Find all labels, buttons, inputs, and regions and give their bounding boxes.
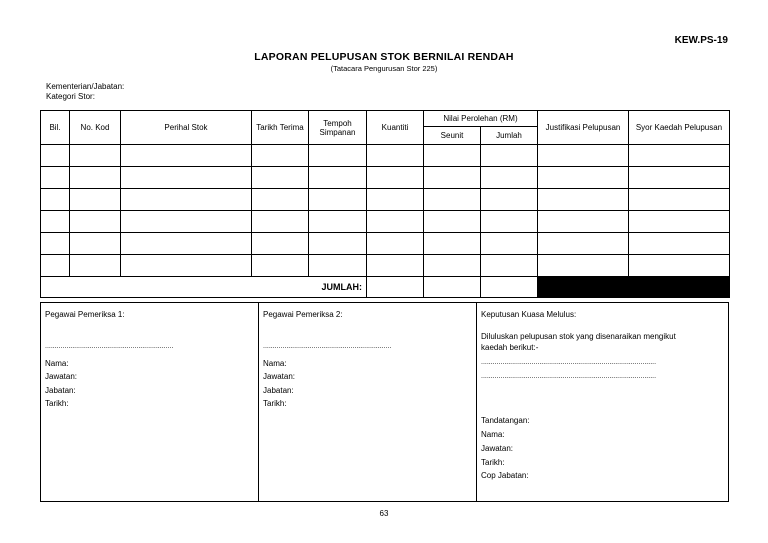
table-cell[interactable] bbox=[252, 233, 309, 255]
table-cell[interactable] bbox=[424, 145, 481, 167]
approver-position-label: Jawatan: bbox=[481, 444, 514, 453]
header-perihal-stok: Perihal Stok bbox=[121, 111, 252, 145]
officer1-name-label: Nama: bbox=[45, 359, 69, 368]
table-row bbox=[41, 145, 730, 167]
total-label: JUMLAH: bbox=[41, 277, 367, 298]
header-justifikasi: Justifikasi Pelupusan bbox=[538, 111, 629, 145]
approver-name-label: Nama: bbox=[481, 430, 505, 439]
form-title: LAPORAN PELUPUSAN STOK BERNILAI RENDAH bbox=[254, 51, 514, 63]
approver-date-label: Tarikh: bbox=[481, 458, 505, 467]
officer1-panel bbox=[41, 303, 259, 501]
table-cell[interactable] bbox=[252, 167, 309, 189]
table-cell[interactable] bbox=[424, 255, 481, 277]
store-category-label: Kategori Stor: bbox=[46, 92, 95, 101]
form-subtitle: (Tatacara Pengurusan Stor 225) bbox=[330, 64, 438, 73]
table-cell[interactable] bbox=[121, 167, 252, 189]
header-jumlah: Jumlah bbox=[481, 127, 538, 145]
table-cell[interactable] bbox=[70, 145, 121, 167]
table-cell[interactable] bbox=[424, 211, 481, 233]
approval-text-line1: Diluluskan pelupusan stok yang disenaraikan mengikut bbox=[481, 332, 676, 341]
table-cell[interactable] bbox=[538, 189, 629, 211]
table-cell[interactable] bbox=[309, 233, 367, 255]
approver-title: Keputusan Kuasa Melulus: bbox=[481, 310, 577, 319]
total-seunit-cell[interactable] bbox=[424, 277, 481, 298]
blacked-out-cell bbox=[538, 277, 730, 298]
table-cell[interactable] bbox=[424, 233, 481, 255]
header-bil: Bil. bbox=[41, 111, 70, 145]
table-cell[interactable] bbox=[481, 211, 538, 233]
total-row bbox=[41, 277, 730, 298]
header-nilai-perolehan: Nilai Perolehan (RM) bbox=[424, 111, 538, 127]
header-tempoh-simpanan: Tempoh Simpanan bbox=[309, 111, 367, 145]
table-cell[interactable] bbox=[70, 233, 121, 255]
table-cell[interactable] bbox=[367, 145, 424, 167]
table-cell[interactable] bbox=[367, 167, 424, 189]
table-cell[interactable] bbox=[481, 167, 538, 189]
table-cell[interactable] bbox=[252, 145, 309, 167]
table-cell[interactable] bbox=[538, 255, 629, 277]
table-cell[interactable] bbox=[70, 255, 121, 277]
header-tarikh-terima: Tarikh Terima bbox=[252, 111, 309, 145]
table-cell[interactable] bbox=[538, 167, 629, 189]
form-code: KEW.PS-19 bbox=[674, 35, 728, 46]
table-cell[interactable] bbox=[309, 211, 367, 233]
table-cell[interactable] bbox=[629, 233, 730, 255]
approver-panel bbox=[477, 303, 728, 501]
table-cell[interactable] bbox=[481, 145, 538, 167]
signature-section bbox=[40, 302, 729, 502]
total-kuantiti-cell[interactable] bbox=[367, 277, 424, 298]
officer1-title: Pegawai Pemeriksa 1: bbox=[45, 310, 125, 319]
officer1-position-label: Jawatan: bbox=[45, 372, 78, 381]
table-cell[interactable] bbox=[367, 233, 424, 255]
table-cell[interactable] bbox=[309, 189, 367, 211]
table-cell[interactable] bbox=[41, 211, 70, 233]
stock-table bbox=[40, 110, 730, 298]
table-cell[interactable] bbox=[629, 255, 730, 277]
table-cell[interactable] bbox=[367, 189, 424, 211]
ministry-label: Kementerian/Jabatan: bbox=[46, 82, 125, 91]
table-cell[interactable] bbox=[121, 189, 252, 211]
table-cell[interactable] bbox=[252, 211, 309, 233]
table-cell[interactable] bbox=[70, 211, 121, 233]
table-cell[interactable] bbox=[41, 189, 70, 211]
officer2-name-label: Nama: bbox=[263, 359, 287, 368]
table-cell[interactable] bbox=[41, 255, 70, 277]
table-cell[interactable] bbox=[70, 167, 121, 189]
officer2-title: Pegawai Pemeriksa 2: bbox=[263, 310, 343, 319]
officer1-date-label: Tarikh: bbox=[45, 399, 69, 408]
header-syor: Syor Kaedah Pelupusan bbox=[629, 111, 730, 145]
approver-signature-label: Tandatangan: bbox=[481, 416, 530, 425]
table-cell[interactable] bbox=[121, 145, 252, 167]
page-number: 63 bbox=[379, 509, 389, 518]
table-row bbox=[41, 167, 730, 189]
officer2-panel bbox=[259, 303, 477, 501]
table-cell[interactable] bbox=[41, 233, 70, 255]
approval-method-line[interactable]: .......................................................................................... bbox=[481, 373, 657, 380]
table-row bbox=[41, 189, 730, 211]
table-cell[interactable] bbox=[309, 167, 367, 189]
table-cell[interactable] bbox=[252, 189, 309, 211]
officer1-signature-line[interactable]: .................................................................. bbox=[45, 343, 174, 350]
table-cell[interactable] bbox=[41, 145, 70, 167]
table-cell[interactable] bbox=[629, 167, 730, 189]
table-cell[interactable] bbox=[121, 255, 252, 277]
table-cell[interactable] bbox=[481, 189, 538, 211]
officer2-date-label: Tarikh: bbox=[263, 399, 287, 408]
table-cell[interactable] bbox=[367, 255, 424, 277]
table-cell[interactable] bbox=[481, 255, 538, 277]
table-cell[interactable] bbox=[309, 145, 367, 167]
officer2-position-label: Jawatan: bbox=[263, 372, 296, 381]
table-cell[interactable] bbox=[70, 189, 121, 211]
header-no-kod: No. Kod bbox=[70, 111, 121, 145]
table-cell[interactable] bbox=[629, 189, 730, 211]
table-cell[interactable] bbox=[41, 167, 70, 189]
officer2-signature-line[interactable]: .................................................................. bbox=[263, 343, 392, 350]
table-cell[interactable] bbox=[121, 233, 252, 255]
header-seunit: Seunit bbox=[424, 127, 481, 145]
table-cell[interactable] bbox=[538, 145, 629, 167]
table-cell[interactable] bbox=[481, 233, 538, 255]
table-cell[interactable] bbox=[424, 189, 481, 211]
approval-method-line[interactable]: .......................................................................................... bbox=[481, 359, 657, 366]
table-cell[interactable] bbox=[367, 211, 424, 233]
table-cell[interactable] bbox=[424, 167, 481, 189]
officer2-department-label: Jabatan: bbox=[263, 386, 294, 395]
table-cell[interactable] bbox=[629, 211, 730, 233]
table-cell[interactable] bbox=[629, 145, 730, 167]
total-jumlah-cell[interactable] bbox=[481, 277, 538, 298]
approver-stamp-label: Cop Jabatan: bbox=[481, 471, 529, 480]
table-row bbox=[41, 233, 730, 255]
table-cell[interactable] bbox=[309, 255, 367, 277]
table-row bbox=[41, 211, 730, 233]
table-cell[interactable] bbox=[252, 255, 309, 277]
header-kuantiti: Kuantiti bbox=[367, 111, 424, 145]
table-row bbox=[41, 255, 730, 277]
officer1-department-label: Jabatan: bbox=[45, 386, 76, 395]
table-cell[interactable] bbox=[538, 211, 629, 233]
table-cell[interactable] bbox=[538, 233, 629, 255]
table-cell[interactable] bbox=[121, 211, 252, 233]
approval-text-line2: kaedah berikut:- bbox=[481, 343, 539, 352]
